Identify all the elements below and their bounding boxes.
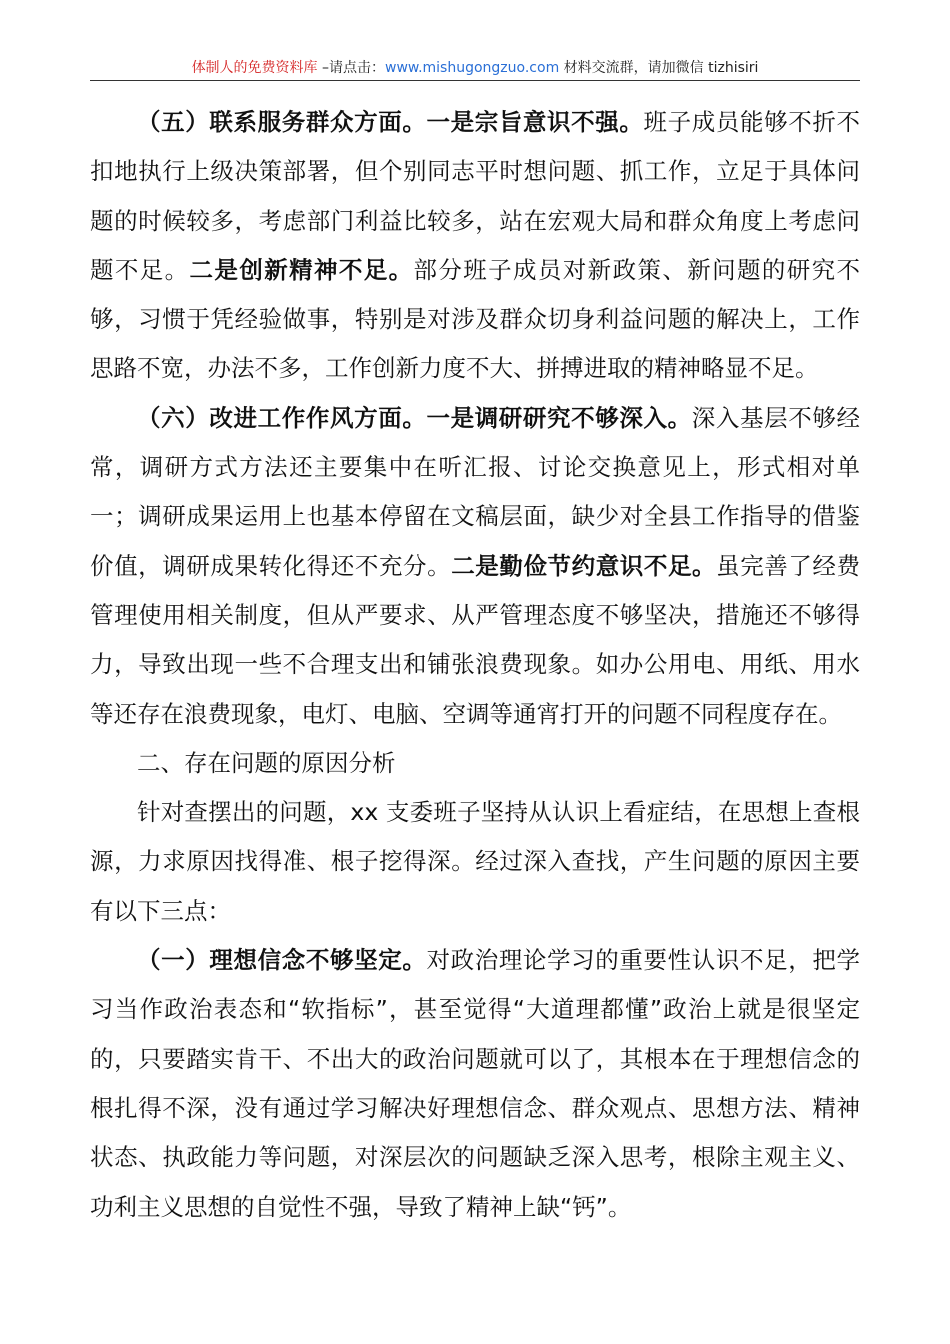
bold-point: 二是勤俭节约意识不足。 [451, 551, 717, 580]
header-url-link[interactable]: www.mishugongzuo.com [385, 60, 560, 76]
heading-section-six: （六）改进工作作风方面。一是调研研究不够深入。 [137, 403, 692, 432]
paragraph-text: 部分班子成员对新政策、新问题的研究不够，习惯于凭经验做事，特别是对涉及群众切身利益问题的解决上，工作思路不宽，办法不多，工作创新力度不大、拼搏进取的精神略显不足。 [90, 255, 861, 383]
header-contact-text: 材料交流群，请加微信 tizhisiri [559, 60, 759, 76]
header-click-prompt: –请点击： [317, 60, 386, 76]
heading-cause-one: （一）理想信念不够坚定。 [137, 946, 427, 975]
bold-point: 二是创新精神不足。 [189, 255, 414, 284]
paragraph-text: 对政治理论学习的重要性认识不足，把学习当作政治表态和“软指标”，甚至觉得“大道理都懂”政治上就是很坚定的，只要踏实肯干、不出大的政治问题就可以了，其根本在于理想信念的根扎得不深，没有通过学习解决好理想信念、群众观点、思想方法、精神状态、执政能力等问题，对深层次的问题缺乏深入思考，根除主观主义、功利主义思想的自觉性不强，导致了精神上缺“钙”。 [90, 946, 861, 1221]
paragraph-cause-one [90, 936, 860, 1232]
page-header [90, 56, 860, 81]
paragraph-intro [90, 788, 860, 936]
paragraph-text: 班子成员能够不折不扣地执行上级决策部署，但个别同志平时想问题、抓工作，立足于具体问题的时候较多，考虑部门利益比较多，站在宏观大局和群众角度上考虑问题不足。 [90, 108, 861, 284]
document-body [90, 98, 860, 1232]
paragraph-section-six [90, 394, 860, 739]
paragraph-section-five [90, 98, 860, 394]
header-site-name: 体制人的免费资料库 [191, 60, 318, 76]
paragraph-text: 深入基层不够经常，调研方式方法还主要集中在听汇报、讨论交换意见上，形式相对单一；调研成果运用上也基本停留在文稿层面，缺少对全县工作指导的借鉴价值，调研成果转化得还不充分。 [90, 403, 861, 580]
section-heading-text: 二、存在问题的原因分析 [137, 748, 396, 777]
section-heading-cause-analysis [90, 739, 860, 788]
paragraph-text: 针对查摆出的问题，xx 支委班子坚持从认识上看症结，在思想上查根源，力求原因找得准、根子挖得深。经过深入查找，产生问题的原因主要有以下三点： [90, 798, 860, 925]
paragraph-text: 虽完善了经费管理使用相关制度，但从严要求、从严管理态度不够坚决，措施还不够得力，导致出现一些不合理支出和铺张浪费现象。如办公用电、用纸、用水等还存在浪费现象，电灯、电脑、空调等通宵打开的问题不同程度存在。 [90, 551, 861, 728]
heading-section-five: （五）联系服务群众方面。一是宗旨意识不强。 [137, 108, 644, 136]
